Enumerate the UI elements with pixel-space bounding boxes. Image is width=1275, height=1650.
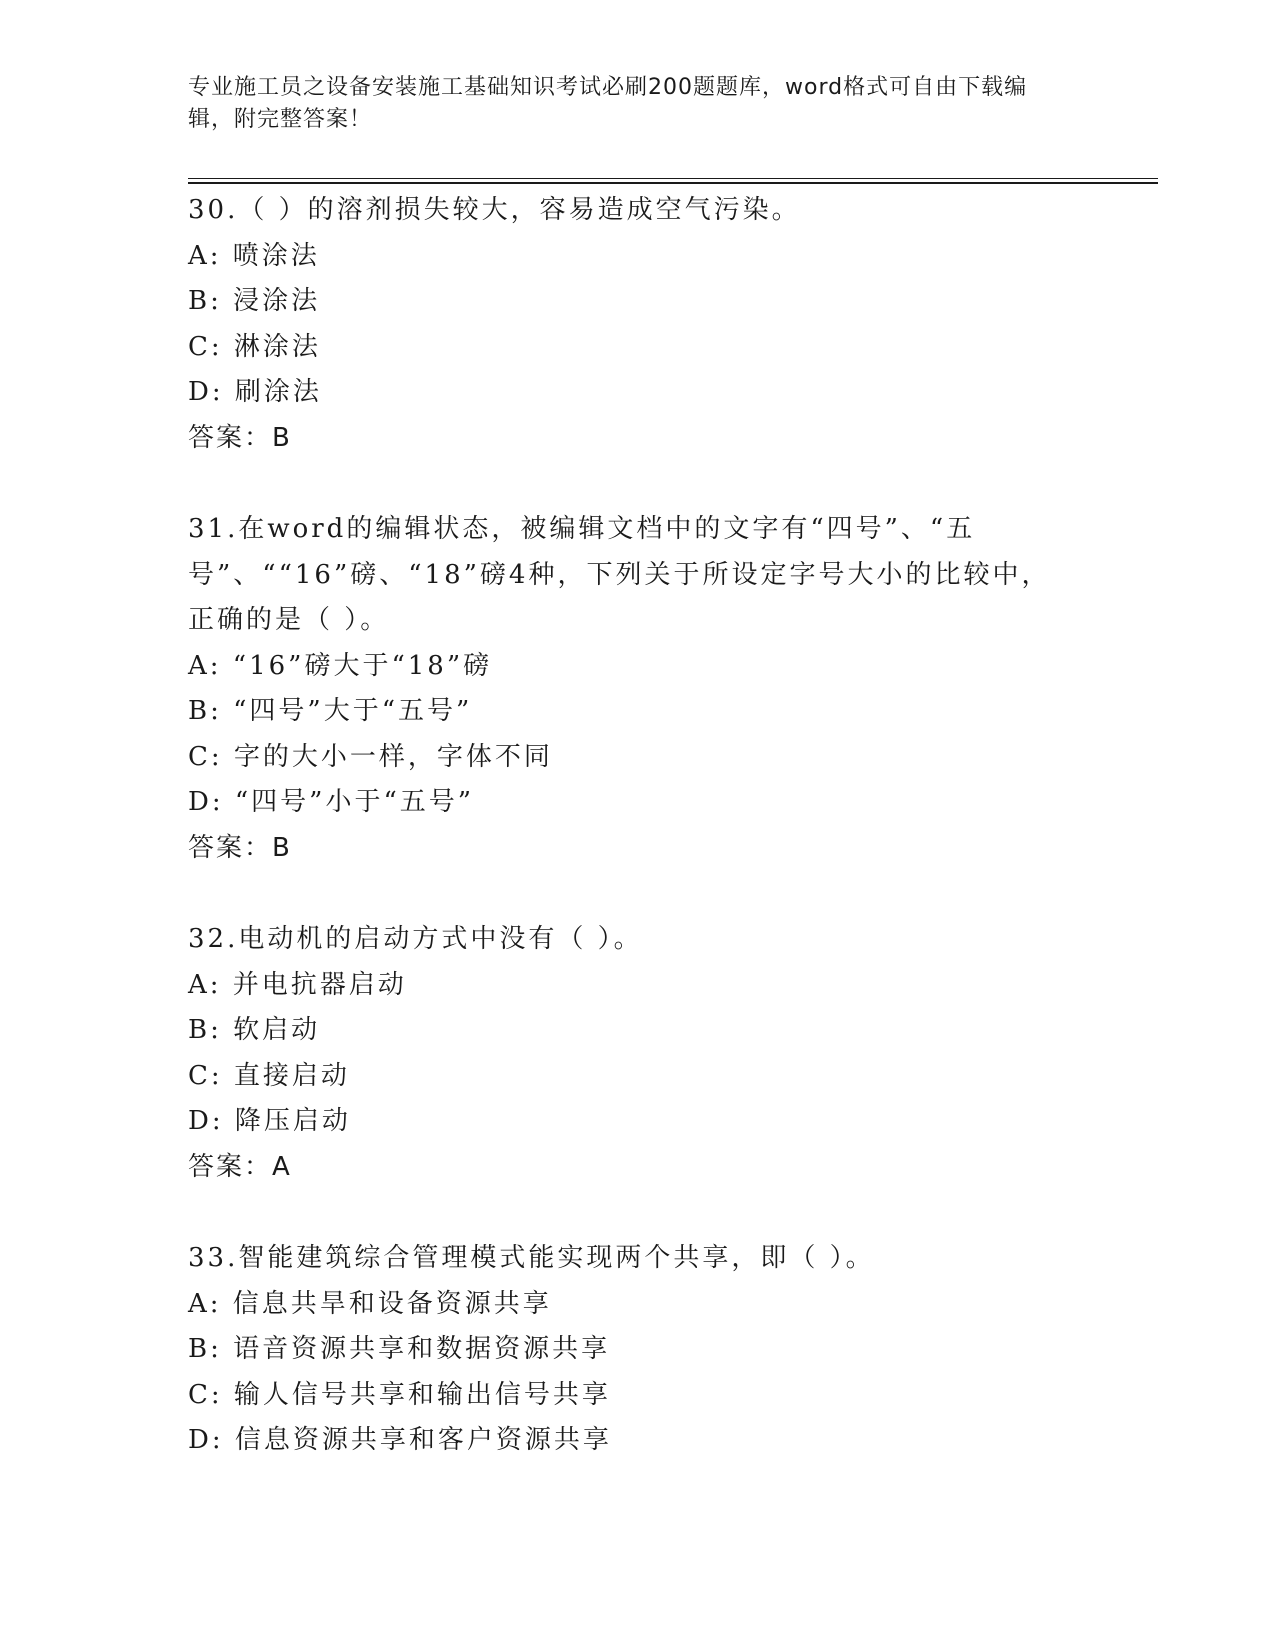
option-c: C: 字的大小一样，字体不同: [188, 741, 553, 772]
document-header: [188, 72, 1068, 136]
question-stem: 30.（ ）的溶剂损失较大，容易造成空气污染。: [188, 195, 801, 225]
option-d: D: “四号”小于“五号”: [188, 787, 475, 817]
question-stem: 32.电动机的启动方式中没有（ ）。: [188, 924, 643, 954]
question-30: [188, 188, 1068, 461]
answer-line: 答案：A: [188, 1151, 292, 1182]
option-d: D: 降压启动: [188, 1106, 351, 1136]
option-c: C: 直接启动: [188, 1060, 350, 1091]
option-a: A: “16”磅大于“18”磅: [188, 650, 493, 681]
question-list: [188, 188, 1068, 1510]
option-b: B: 浸涂法: [188, 286, 321, 316]
header-divider-thin: [188, 178, 1158, 179]
answer-line: 答案：B: [188, 422, 292, 453]
question-33: [188, 1236, 1068, 1464]
option-c: C: 淋涂法: [188, 331, 321, 362]
header-title: 专业施工员之设备安装施工基础知识考试必刷200题题库，word格式可自由下载编辑，附完整答案！: [188, 75, 1028, 132]
answer-line: 答案：B: [188, 832, 292, 863]
option-b: B: 语音资源共享和数据资源共享: [188, 1334, 611, 1364]
option-d: D: 信息资源共享和客户资源共享: [188, 1425, 612, 1455]
option-a: A: 信息共旱和设备资源共享: [188, 1288, 552, 1319]
header-divider-thick: [188, 182, 1158, 184]
question-stem: 31.在word的编辑状态，被编辑文档中的文字有“四号”、“五号”、““16”磅、“18”磅4种，下列关于所设定字号大小的比较中，正确的是（ ）。: [188, 514, 1051, 635]
option-c: C: 输人信号共享和输出信号共享: [188, 1379, 611, 1410]
question-31: [188, 507, 1068, 871]
option-b: B: “四号”大于“五号”: [188, 696, 473, 726]
option-b: B: 软启动: [188, 1015, 321, 1045]
option-d: D: 刷涂法: [188, 377, 322, 407]
question-stem: 33.智能建筑综合管理模式能实现两个共享，即（ ）。: [188, 1243, 875, 1273]
question-32: [188, 917, 1068, 1190]
option-a: A: 喷涂法: [188, 240, 320, 271]
option-a: A: 并电抗器启动: [188, 969, 407, 1000]
